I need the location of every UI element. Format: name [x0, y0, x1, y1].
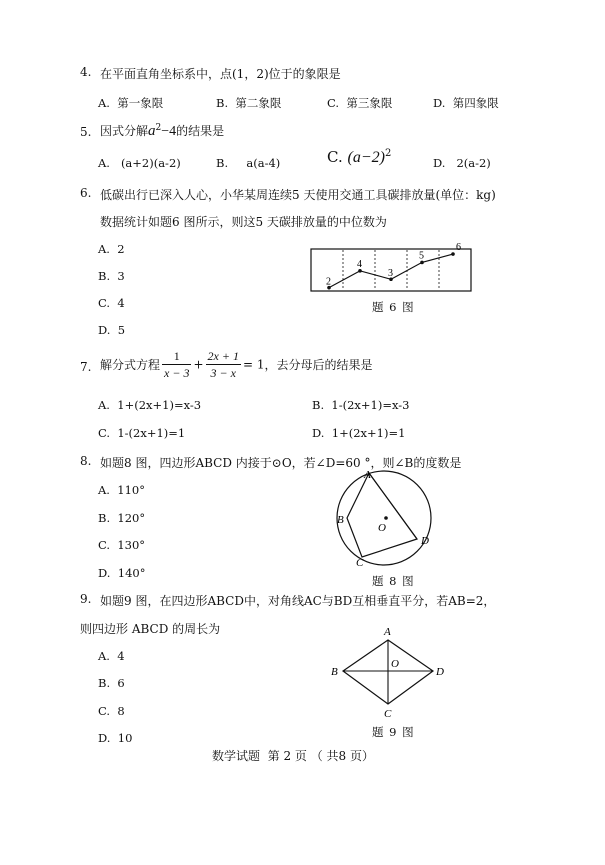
q8-option-d-letter: D. — [98, 566, 111, 580]
q4-stem: 在平面直角坐标系中，点(1，2)位于的象限是 — [100, 67, 341, 81]
q6-option-b-letter: B. — [98, 269, 111, 283]
q6-data-label: 5 — [419, 250, 424, 262]
q7-stem-after: ，去分母后的结果是 — [264, 358, 373, 372]
q7-option-b — [312, 398, 409, 412]
q9-option-c-text: 8 — [117, 704, 125, 718]
q9-label-b: B — [331, 666, 338, 678]
q5-stem-before: 因式分解 — [100, 124, 149, 138]
q6-option-d-letter: D. — [98, 323, 111, 337]
q5-number: 5. — [80, 125, 92, 139]
q9-label-d: D — [436, 666, 444, 678]
q4-option-d-text: 第四象限 — [452, 96, 499, 110]
q5-stem — [100, 122, 224, 140]
q4-option-a-letter: A. — [98, 96, 110, 110]
q7-fraction-2 — [206, 348, 241, 381]
q6-option-c-letter: C. — [98, 296, 111, 310]
q5-stem-after: 的结果是 — [176, 124, 225, 138]
q8-option-d-text: 140° — [117, 566, 146, 580]
q9-option-d-text: 10 — [117, 731, 133, 745]
q8-option-a — [98, 483, 145, 497]
q7-stem-before: 解分式方程 — [100, 358, 161, 372]
q9-option-b-text: 6 — [117, 676, 125, 690]
q7-fraction-1 — [162, 348, 191, 381]
q9-option-a — [98, 649, 125, 663]
q5-expr-exp: 2 — [155, 123, 162, 133]
q4-option-a-text: 第一象限 — [117, 96, 164, 110]
q5-option-d — [433, 156, 491, 170]
q9-option-c — [98, 704, 125, 718]
q8-option-a-letter: A. — [98, 483, 110, 497]
q7-plus: + — [193, 357, 204, 372]
q5-option-d-text: 2(a-2) — [456, 156, 491, 170]
q8-diagonal-ad — [369, 473, 417, 539]
q6-data-label: 2 — [326, 276, 331, 288]
q7-frac1-denominator: x − 3 — [164, 366, 190, 380]
q9-option-d-letter: D. — [98, 731, 111, 745]
q8-label-c: C — [356, 557, 364, 569]
q7-option-a-letter: A. — [98, 398, 110, 412]
q9-option-c-letter: C. — [98, 704, 111, 718]
q4-option-d-letter: D. — [433, 96, 446, 110]
q8-option-d — [98, 566, 145, 580]
page-footer: 数学试题 第 2 页 （ 共8 页） — [212, 749, 374, 763]
q7-option-d-letter: D. — [312, 426, 325, 440]
q7-stem — [100, 348, 372, 381]
q5-option-d-letter: D. — [433, 156, 446, 170]
q8-option-c-text: 130° — [117, 538, 146, 552]
q8-label-d: D — [421, 535, 429, 547]
q9-option-a-text: 4 — [117, 649, 125, 663]
q5-option-a — [98, 156, 181, 170]
q6-data-label: 4 — [357, 258, 362, 270]
q4-number: 4. — [80, 65, 92, 79]
q5-option-c-text: (a−2) — [347, 149, 385, 166]
q7-option-d — [312, 426, 405, 440]
q6-option-d — [98, 323, 125, 337]
q5-option-a-text: (a+2)(a-2) — [120, 156, 181, 170]
q7-frac1-numerator: 1 — [162, 348, 191, 365]
q6-option-b-text: 3 — [117, 269, 125, 283]
q8-option-b-letter: B. — [98, 511, 111, 525]
q9-option-b — [98, 676, 125, 690]
q4-option-c — [327, 95, 392, 111]
q7-equals: = 1 — [242, 357, 265, 372]
q6-stem-line2: 数据统计如题6 图所示，则这5 天碳排放量的中位数为 — [100, 215, 387, 229]
q4-option-c-text: 第三象限 — [346, 96, 393, 110]
q8-center-dot — [384, 516, 388, 520]
q6-caption: 题 6 图 — [372, 300, 415, 314]
q6-data-label: 6 — [456, 242, 461, 254]
q9-option-d — [98, 731, 132, 745]
q5-option-a-letter: A. — [98, 156, 110, 170]
q6-option-b — [98, 269, 125, 283]
q9-label-c: C — [384, 708, 392, 720]
q8-option-c-letter: C. — [98, 538, 111, 552]
q4-option-d — [433, 95, 499, 111]
q7-option-c-letter: C. — [98, 426, 111, 440]
q9-stem-line1: 如题9 图，在四边形ABCD中，对角线AC与BD互相垂直平分，若AB=2， — [100, 594, 496, 608]
q8-label-b: B — [337, 514, 344, 526]
q5-expr-base: a — [148, 123, 156, 139]
q5-option-b — [216, 156, 280, 170]
q8-circle-figure — [332, 466, 444, 570]
q9-label-o: O — [391, 658, 399, 670]
q4-option-b — [216, 95, 281, 111]
q4-option-c-letter: C. — [327, 96, 340, 110]
q6-data-label: 3 — [388, 268, 393, 280]
q6-stem-line1: 低碳出行已深入人心，小华某周连续5 天使用交通工具碳排放量(单位：kg) — [100, 188, 496, 202]
q4-option-b-letter: B. — [216, 96, 229, 110]
q7-option-c — [98, 426, 185, 440]
q7-number: 7. — [80, 360, 92, 374]
q8-label-a: A — [364, 469, 371, 481]
q6-option-a-text: 2 — [117, 242, 125, 256]
q8-number: 8. — [80, 454, 92, 468]
q6-option-d-text: 5 — [117, 323, 126, 337]
q7-option-d-text: 1+(2x+1)=1 — [331, 426, 406, 440]
q8-caption: 题 8 图 — [372, 574, 415, 588]
q5-option-c — [327, 148, 391, 167]
q5-expr-rest: −4 — [161, 124, 177, 139]
q6-option-a — [98, 242, 125, 256]
q7-option-c-text: 1-(2x+1)=1 — [117, 426, 186, 440]
q9-option-b-letter: B. — [98, 676, 111, 690]
q6-number: 6. — [80, 186, 92, 200]
q7-option-a — [98, 398, 201, 412]
q9-number: 9. — [80, 592, 92, 606]
q5-option-c-exp: 2 — [384, 148, 392, 159]
q8-option-a-text: 110° — [117, 483, 145, 497]
q8-stem: 如题8 图，四边形ABCD 内接于⊙O，若∠D=60 °，则∠B的度数是 — [100, 456, 462, 470]
q7-option-b-letter: B. — [312, 398, 325, 412]
q7-option-b-text: 1-(2x+1)=x-3 — [331, 398, 410, 412]
q4-option-b-text: 第二象限 — [235, 96, 282, 110]
q6-option-c-text: 4 — [117, 296, 125, 310]
q9-rhombus-figure — [328, 624, 452, 720]
q9-stem-line2: 则四边形 ABCD 的周长为 — [80, 622, 221, 636]
q5-option-b-letter: B. — [216, 156, 229, 170]
q9-option-a-letter: A. — [98, 649, 110, 663]
q7-frac2-denominator: 3 − x — [210, 366, 236, 380]
q5-option-b-text: a(a-4) — [246, 156, 281, 170]
q8-option-b — [98, 511, 145, 525]
q9-caption: 题 9 图 — [372, 725, 415, 739]
q7-frac2-numerator: 2x + 1 — [207, 349, 239, 363]
q5-option-c-letter: C. — [327, 148, 343, 166]
q8-option-b-text: 120° — [117, 511, 146, 525]
q9-label-a: A — [384, 626, 391, 638]
q8-option-c — [98, 538, 145, 552]
q8-quadrilateral — [347, 473, 417, 557]
q8-label-o: O — [378, 522, 386, 534]
q7-option-a-text: 1+(2x+1)=x-3 — [117, 398, 202, 412]
q6-option-a-letter: A. — [98, 242, 110, 256]
q4-option-a — [98, 95, 163, 111]
q6-option-c — [98, 296, 125, 310]
q6-data-point — [451, 252, 455, 256]
q6-line-chart — [310, 242, 472, 292]
q8-circle — [337, 471, 431, 565]
